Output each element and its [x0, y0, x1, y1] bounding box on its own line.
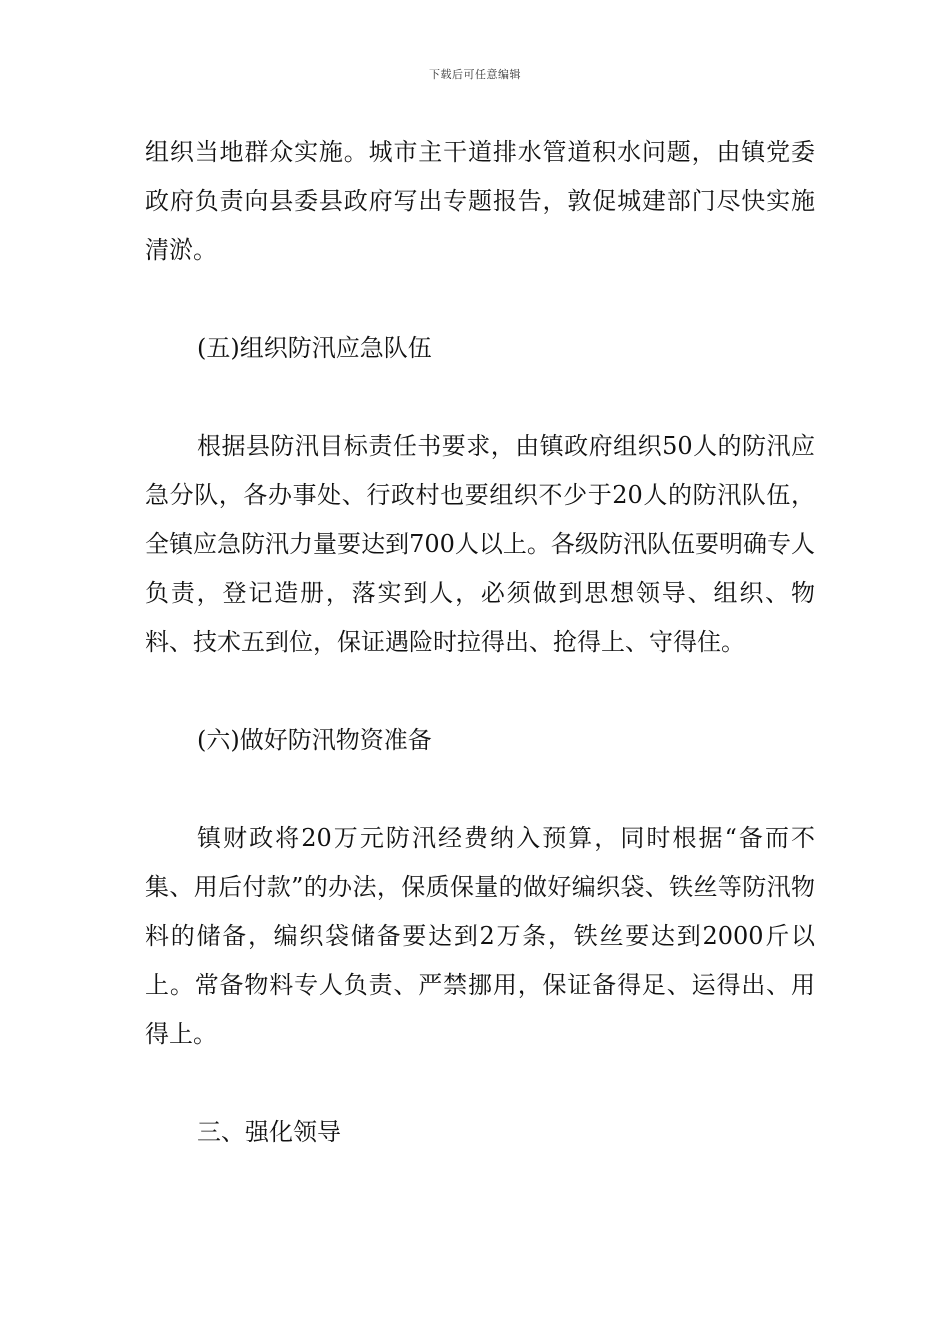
paragraph-gap: [145, 373, 815, 422]
paragraph-materials: 镇财政将20万元防汛经费纳入预算，同时根据“备而不集、用后付款”的办法，保质保量的做好编织袋、铁丝等防汛物料的储备，编织袋储备要达到2万条，铁丝要达到2000斤以上。常备物料专人负责、严禁挪用，保证备得足、运得出、用得上。: [145, 824, 815, 1048]
section-heading-three: 三、强化领导: [197, 1118, 341, 1146]
section-heading-five: (五)组织防汛应急队伍: [197, 334, 432, 362]
section-heading-six: (六)做好防汛物资准备: [197, 726, 432, 754]
paragraph-emergency-team: 根据县防汛目标责任书要求，由镇政府组织50人的防汛应急分队，各办事处、行政村也要组织不少于20人的防汛队伍，全镇应急防汛力量要达到700人以上。各级防汛队伍要明确专人负责，登记造册，落实到人，必须做到思想领导、组织、物料、技术五到位，保证遇险时拉得出、抢得上、守得住。: [145, 432, 815, 656]
paragraph-continuation: 组织当地群众实施。城市主干道排水管道积水问题，由镇党委政府负责向县委县政府写出专题报告，敦促城建部门尽快实施清淤。: [145, 138, 815, 264]
paragraph-gap: [145, 1059, 815, 1108]
paragraph-gap: [145, 667, 815, 716]
paragraph-gap: [145, 275, 815, 324]
page-header: 下载后可任意编辑: [429, 68, 521, 81]
document-body: [145, 128, 815, 1157]
paragraph-gap: [145, 765, 815, 814]
